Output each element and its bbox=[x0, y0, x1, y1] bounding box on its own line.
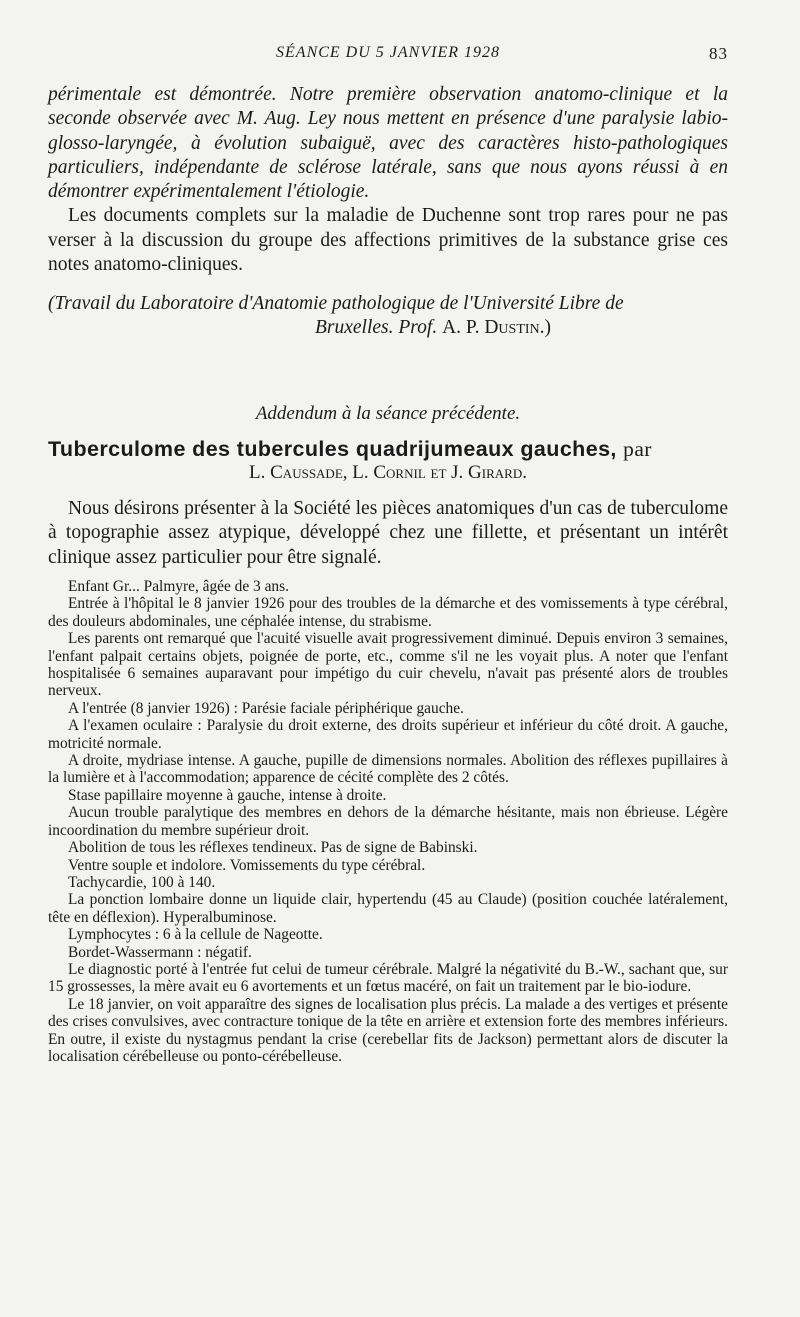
article-title-line bbox=[48, 436, 728, 462]
intro-paragraph: Les documents complets sur la maladie de Duchenne sont trop rares pour ne pas verser à la discussion du groupe des affections primitives de la substance grise ces notes anatomo-cliniques. bbox=[48, 205, 728, 276]
case-paragraph: Enfant Gr... Palmyre, âgée de 3 ans. bbox=[68, 578, 289, 595]
lead-section bbox=[48, 497, 728, 570]
case-paragraph: Ventre souple et indolore. Vomissements du type cérébral. bbox=[68, 856, 426, 874]
case-paragraph: Entrée à l'hôpital le 8 janvier 1926 pour des troubles de la démarche et des vomissements à type cérébral, des douleurs abdominales, une céphalée intense, du strabisme. bbox=[48, 595, 728, 630]
credit-line-2 bbox=[48, 316, 728, 340]
lab-credit bbox=[48, 292, 728, 341]
case-paragraph: Aucun trouble paralytique des membres en dehors de la démarche hésitante, mais non ébrieuse. Légère incoordination du membre supérieur droit. bbox=[48, 804, 728, 839]
article-authors: L. Caussade, L. Cornil et J. Girard. bbox=[249, 462, 527, 483]
page-header bbox=[48, 44, 728, 68]
case-paragraph: Le diagnostic porté à l'entrée fut celui de tumeur cérébrale. Malgré la négativité du B.-W., sachant que, sur 15 grossesses, la mère avait eu 6 avortements et un fœtus macéré, on fait un traitement par le bio-iodure. bbox=[48, 960, 728, 996]
case-paragraph: A l'entrée (8 janvier 1926) : Parésie faciale périphérique gauche. bbox=[68, 699, 464, 717]
credit-affiliation: Bruxelles. Prof. bbox=[314, 317, 438, 339]
case-paragraph: Tachycardie, 100 à 140. bbox=[68, 873, 216, 891]
running-title: SÉANCE DU 5 JANVIER 1928 bbox=[276, 44, 500, 61]
case-paragraph: Lymphocytes : 6 à la cellule de Nageotte. bbox=[68, 926, 323, 944]
case-paragraph: Stase papillaire moyenne à gauche, intense à droite. bbox=[68, 786, 387, 804]
addendum-heading: Addendum à la séance précédente. bbox=[255, 403, 521, 424]
intro-section bbox=[48, 83, 728, 277]
case-paragraph: A l'examen oculaire : Paralysie du droit externe, des droits supérieur et inférieur du côté droit. A gauche, motricité normale. bbox=[48, 717, 728, 752]
case-report bbox=[48, 578, 728, 1065]
case-paragraph: Abolition de tous les réflexes tendineux. Pas de signe de Babinski. bbox=[68, 839, 478, 857]
case-paragraph: A droite, mydriase intense. A gauche, pupille de dimensions normales. Abolition des réflexes pupillaires à la lumière et à l'accommodation; apparence de cécité complète des 2 côtés. bbox=[48, 752, 728, 787]
case-paragraph: Le 18 janvier, on voit apparaître des signes de localisation plus précis. La malade a des vertiges et présente des crises convulsives, avec contracture tonique de la tête en arrière et extension forte des membres inférieurs. En outre, il existe du nystagmus pendant la crise (cerebellar fits de Jackson) permettant alors de discuter la localisation cérébelleuse ou ponto-cérébelleuse. bbox=[48, 995, 728, 1065]
case-paragraph: La ponction lombaire donne un liquide clair, hypertendu (45 au Claude) (position couchée latéralement, tête en déflexion). Hyperalbuminose. bbox=[48, 891, 728, 926]
article-title: Tuberculome des tubercules quadrijumeaux gauches, bbox=[48, 437, 617, 461]
intro-italic-paragraph: périmentale est démontrée. Notre première observation anatomo-clinique et la seconde observée avec M. Aug. Ley nous mettent en présence d'une paralysie labio-glosso-laryngée, à évolution subaiguë, avec des caractères histo-pathologiques particuliers, indépendante de sclérose latérale, sans que nous ayons réussi à en démontrer expérimentalement l'étiologie. bbox=[48, 84, 728, 203]
credit-professor: A. P. Dustin.) bbox=[442, 317, 552, 339]
case-paragraph: Les parents ont remarqué que l'acuité visuelle avait progressivement diminué. Depuis environ 3 semaines, l'enfant palpait certains objets, poignée de porte, etc., comme s'il ne les voyait plus. A noter que l'enfant hospitalisée 6 semaines auparavant pour impétigo du cuir chevelu, n'avait pas présenté alors de troubles nerveux. bbox=[48, 630, 728, 700]
article-par: par bbox=[623, 437, 652, 461]
lead-paragraph: Nous désirons présenter à la Société les pièces anatomiques d'un cas de tuberculome à topographie assez atypique, développé chez une fillette, et présentant un intérêt clinique assez particulier pour être signalé. bbox=[48, 498, 728, 568]
page-number: 83 bbox=[709, 44, 728, 63]
credit-line-1: (Travail du Laboratoire d'Anatomie pathologique de l'Université Libre de bbox=[48, 293, 624, 314]
case-paragraph: Bordet-Wassermann : négatif. bbox=[68, 943, 252, 961]
